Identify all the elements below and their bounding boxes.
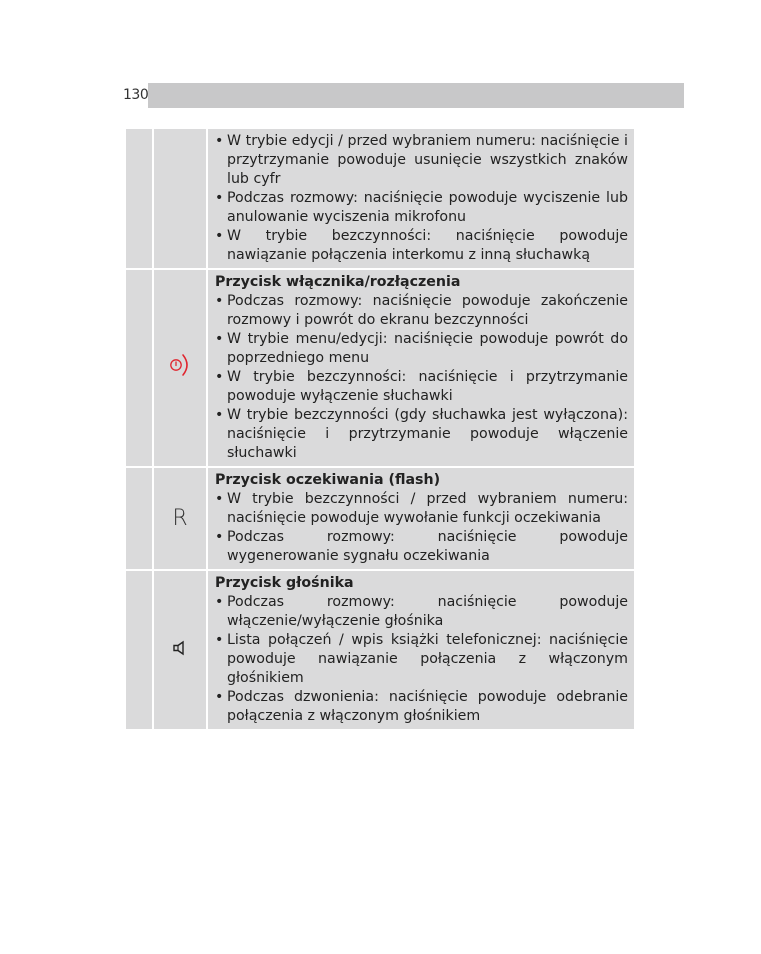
list-item: • Podczas rozmowy: naciśnięcie powoduje włączenie/wyłączenie głośnika	[215, 593, 628, 631]
speaker-icon	[172, 640, 188, 660]
icon-cell	[153, 128, 207, 269]
description-cell	[207, 269, 635, 467]
power-end-call-icon	[166, 352, 194, 384]
bullet-list	[215, 593, 628, 726]
table-row-speaker-key	[125, 570, 635, 730]
page-number: 130	[123, 83, 148, 108]
row-marker-cell	[125, 467, 153, 570]
icon-cell	[153, 570, 207, 730]
icon-cell	[153, 467, 207, 570]
list-item: • Podczas rozmowy: naciśnięcie powoduje wygenerowanie sygnału oczekiwania	[215, 528, 628, 566]
description-cell	[207, 128, 635, 269]
bullet-list	[215, 292, 628, 463]
row-marker-cell	[125, 269, 153, 467]
bullet-list	[215, 490, 628, 566]
list-item: • W trybie bezczynności: naciśnięcie powoduje nawiązanie połączenia interkomu z inną słuchawką	[215, 227, 628, 265]
list-item: • W trybie bezczynności / przed wybraniem numeru: naciśnięcie powoduje wywołanie funkcji oczekiwania	[215, 490, 628, 528]
list-item: • W trybie bezczynności (gdy słuchawka jest wyłączona): naciśnięcie i przytrzymanie powoduje włączenie słuchawki	[215, 406, 628, 463]
section-title: Przycisk włącznika/rozłączenia	[215, 274, 461, 290]
section-title: Przycisk oczekiwania (flash)	[215, 472, 441, 488]
table-row-delete-mute	[125, 128, 635, 269]
r-flash-icon: R	[172, 506, 188, 531]
list-item: • W trybie menu/edycji: naciśnięcie powoduje powrót do poprzedniego menu	[215, 330, 628, 368]
key-function-table	[124, 127, 636, 731]
table-row-flash-key	[125, 467, 635, 570]
bullet-list	[215, 132, 628, 265]
list-item: • Lista połączeń / wpis książki telefonicznej: naciśnięcie powoduje nawiązanie połączenia z włączonym głośnikiem	[215, 631, 628, 688]
list-item: • Podczas rozmowy: naciśnięcie powoduje wyciszenie lub anulowanie wyciszenia mikrofonu	[215, 189, 628, 227]
description-cell	[207, 570, 635, 730]
list-item: • Podczas rozmowy: naciśnięcie powoduje zakończenie rozmowy i powrót do ekranu bezczynności	[215, 292, 628, 330]
list-item: • W trybie edycji / przed wybraniem numeru: naciśnięcie i przytrzymanie powoduje usunięcie wszystkich znaków lub cyfr	[215, 132, 628, 189]
list-item: • Podczas dzwonienia: naciśnięcie powoduje odebranie połączenia z włączonym głośnikiem	[215, 688, 628, 726]
row-marker-cell	[125, 570, 153, 730]
page-header-bar	[123, 83, 684, 108]
table-row-power-key	[125, 269, 635, 467]
description-cell	[207, 467, 635, 570]
list-item: • W trybie bezczynności: naciśnięcie i przytrzymanie powoduje wyłączenie słuchawki	[215, 368, 628, 406]
section-title: Przycisk głośnika	[215, 575, 354, 591]
row-marker-cell	[125, 128, 153, 269]
icon-cell	[153, 269, 207, 467]
